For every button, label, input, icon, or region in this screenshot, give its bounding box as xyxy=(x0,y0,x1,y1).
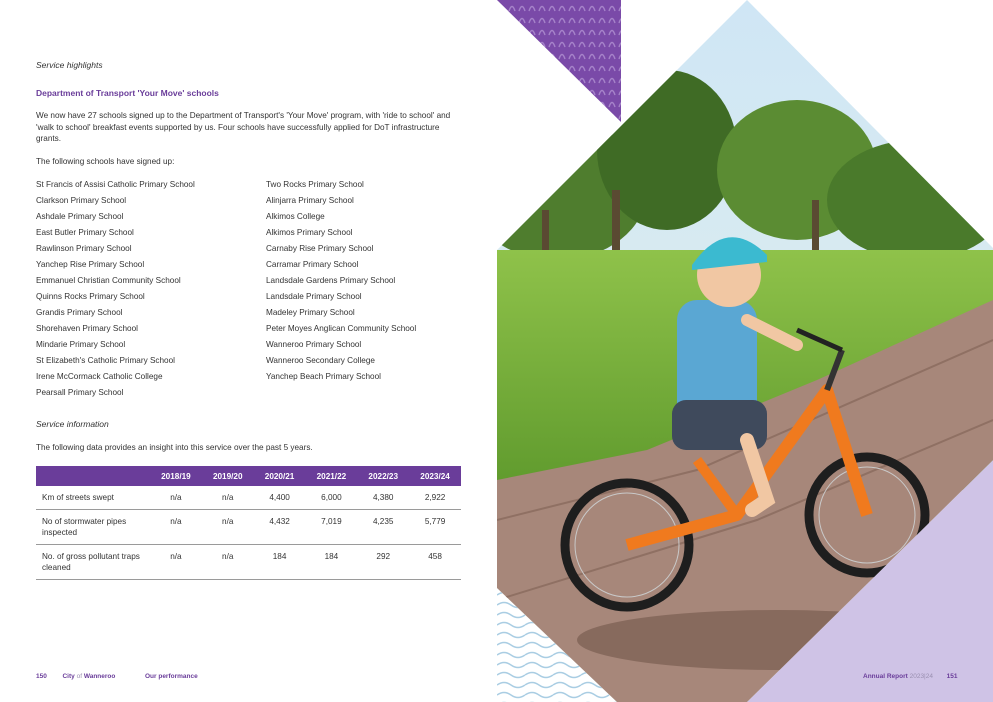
table-cell: 4,400 xyxy=(254,486,306,510)
table-header-cell: 2019/20 xyxy=(202,466,254,486)
service-information-heading: Service information xyxy=(36,419,109,429)
table-cell: 184 xyxy=(305,545,357,580)
footer-right xyxy=(863,673,957,680)
school-list-item: Emmanuel Christian Community School xyxy=(36,276,181,285)
service-highlights-heading: Service highlights xyxy=(36,60,103,70)
table-cell: n/a xyxy=(150,486,202,510)
school-list-item: Wanneroo Secondary College xyxy=(266,356,375,365)
school-list-item: Landsdale Primary School xyxy=(266,292,362,301)
school-list-item: Alkimos College xyxy=(266,212,325,221)
table-cell: n/a xyxy=(150,510,202,545)
school-list-item: Shorehaven Primary School xyxy=(36,324,138,333)
school-list-item: Rawlinson Primary School xyxy=(36,244,132,253)
table-cell: 6,000 xyxy=(305,486,357,510)
table-header-row xyxy=(36,466,461,486)
footer-annual-report: Annual Report xyxy=(863,673,908,680)
schools-list-right xyxy=(266,179,416,387)
table-cell: n/a xyxy=(202,486,254,510)
table-cell: 4,235 xyxy=(357,510,409,545)
schools-list-left xyxy=(36,179,195,403)
purple-texture-triangle xyxy=(497,0,621,122)
school-list-item: Irene McCormack Catholic College xyxy=(36,372,163,381)
school-list-item: Alkimos Primary School xyxy=(266,228,353,237)
footer-city-of: of xyxy=(76,673,82,680)
table-cell: n/a xyxy=(150,545,202,580)
table-cell: 2,922 xyxy=(409,486,461,510)
school-list-item: Pearsall Primary School xyxy=(36,388,124,397)
school-list-item: Two Rocks Primary School xyxy=(266,180,364,189)
school-list-item: East Butler Primary School xyxy=(36,228,134,237)
footer-left xyxy=(36,673,198,680)
page-number-right: 151 xyxy=(946,673,958,680)
table-header-cell xyxy=(36,466,150,486)
your-move-subheading: Department of Transport 'Your Move' schools xyxy=(36,88,219,98)
table-header-cell: 2018/19 xyxy=(150,466,202,486)
school-list-item: Clarkson Primary School xyxy=(36,196,127,205)
school-list-item: Yanchep Beach Primary School xyxy=(266,372,381,381)
table-header-cell: 2022/23 xyxy=(357,466,409,486)
table-cell: n/a xyxy=(202,545,254,580)
intro-paragraph: We now have 27 schools signed up to the Department of Transport's 'Your Move' program, with 'ride to school' and 'walk to school' breakfast events supported by us. Four schools have successfully applied for DoT infrastructure grants. xyxy=(36,111,451,143)
footer-city-city: City xyxy=(62,673,75,680)
school-list-item: Landsdale Gardens Primary School xyxy=(266,276,396,285)
table-cell: 7,019 xyxy=(305,510,357,545)
right-page xyxy=(497,0,993,702)
schools-intro: The following schools have signed up: xyxy=(36,157,175,166)
photo-collage xyxy=(497,0,993,702)
table-row-label: Km of streets swept xyxy=(36,486,150,510)
table-cell: 4,380 xyxy=(357,486,409,510)
page-number-left: 150 xyxy=(36,673,47,680)
table-row xyxy=(36,510,461,545)
school-list-item: Ashdale Primary School xyxy=(36,212,124,221)
footer-report-year: 2023|24 xyxy=(909,673,933,680)
school-list-item: Carnaby Rise Primary School xyxy=(266,244,374,253)
school-list-item: Madeley Primary School xyxy=(266,308,355,317)
table-cell: 458 xyxy=(409,545,461,580)
table-body xyxy=(36,486,461,580)
school-list-item: St Elizabeth's Catholic Primary School xyxy=(36,356,175,365)
table-header-cell: 2021/22 xyxy=(305,466,357,486)
service-data-table xyxy=(36,466,461,580)
table-cell: n/a xyxy=(202,510,254,545)
table-cell: 184 xyxy=(254,545,306,580)
table-cell: 292 xyxy=(357,545,409,580)
school-list-item: Quinns Rocks Primary School xyxy=(36,292,145,301)
table-header-cell: 2023/24 xyxy=(409,466,461,486)
school-list-item: Alinjarra Primary School xyxy=(266,196,354,205)
data-intro-paragraph: The following data provides an insight into this service over the past 5 years. xyxy=(36,443,313,452)
footer-section: Our performance xyxy=(144,673,198,680)
footer-city-wanneroo: Wanneroo xyxy=(83,673,116,680)
table-row-label: No. of gross pollutant traps cleaned xyxy=(36,545,150,580)
school-list-item: Grandis Primary School xyxy=(36,308,123,317)
school-list-item: St Francis of Assisi Catholic Primary School xyxy=(36,180,195,189)
school-list-item: Peter Moyes Anglican Community School xyxy=(266,324,417,333)
table-row xyxy=(36,545,461,580)
table-cell: 4,432 xyxy=(254,510,306,545)
school-list-item: Mindarie Primary School xyxy=(36,340,126,349)
table-row xyxy=(36,486,461,510)
school-list-item: Yanchep Rise Primary School xyxy=(36,260,145,269)
table-cell: 5,779 xyxy=(409,510,461,545)
table-row-label: No of stormwater pipes inspected xyxy=(36,510,150,545)
table-header-cell: 2020/21 xyxy=(254,466,306,486)
school-list-item: Carramar Primary School xyxy=(266,260,359,269)
school-list-item: Wanneroo Primary School xyxy=(266,340,362,349)
